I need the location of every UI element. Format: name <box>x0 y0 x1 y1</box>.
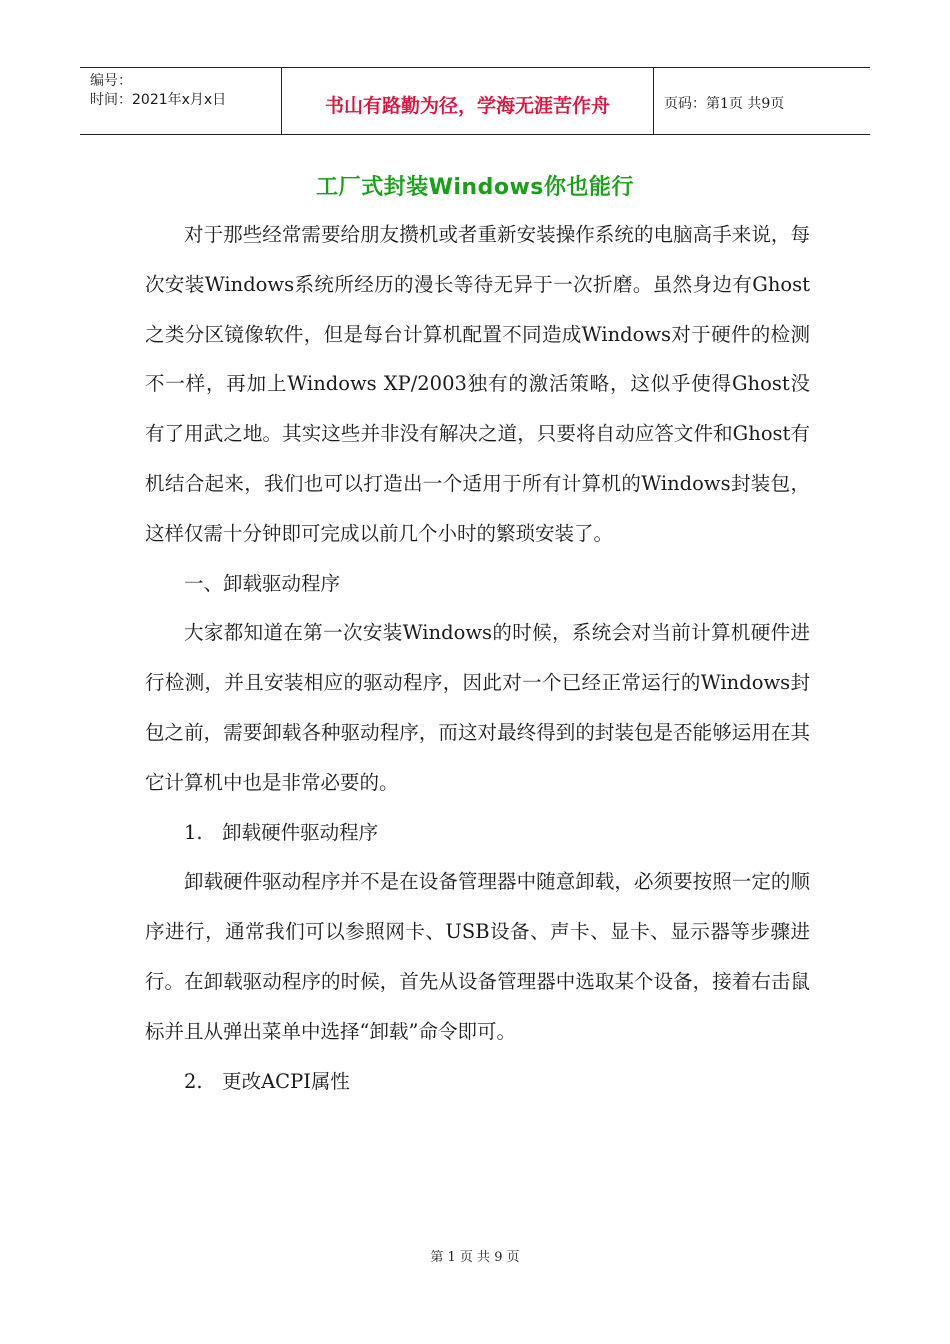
header-motto: 书山有路勤为径，学海无涯苦作舟 <box>282 68 654 134</box>
date-label: 时间：2021年x月x日 <box>90 92 227 108</box>
page-footer: 第 1 页 共 9 页 <box>430 1250 520 1265</box>
section-heading: 一、卸载驱动程序 <box>184 571 341 595</box>
document-header <box>80 67 870 135</box>
header-meta <box>80 68 282 134</box>
document-body <box>145 210 810 1106</box>
number-label: 编号： <box>90 73 132 89</box>
paragraph: 大家都知道在第一次安装Windows的时候，系统会对当前计算机硬件进行检测，并且安装相应的驱动程序，因此对一个已经正常运行的Windows封包之前，需要卸载各种驱动程序，而这对最终得到的封装包是否能够运用在其它计算机中也是非常必要的。 <box>145 621 810 794</box>
paragraph: 卸载硬件驱动程序并不是在设备管理器中随意卸载，必须要按照一定的顺序进行，通常我们可以参照网卡、USB设备、声卡、显卡、显示器等步骤进行。在卸载驱动程序的时候，首先从设备管理器中选取某个设备，接着右击鼠标并且从弹出菜单中选择“卸载”命令即可。 <box>145 870 810 1043</box>
paragraph: 对于那些经常需要给朋友攒机或者重新安装操作系统的电脑高手来说，每次安装Windows系统所经历的漫长等待无异于一次折磨。虽然身边有Ghost之类分区镜像软件，但是每台计算机配置不同造成Windows对于硬件的检测不一样，再加上Windows XP/2003独有的激活策略，这似乎使得Ghost没有了用武之地。其实这些并非没有解决之道，只要将自动应答文件和Ghost有机结合起来，我们也可以打造出一个适用于所有计算机的Windows封装包，这样仅需十分钟即可完成以前几个小时的繁琐安装了。 <box>145 223 810 545</box>
header-page-info: 页码：第1页 共9页 <box>664 96 785 112</box>
subsection-heading: 2. 更改ACPI属性 <box>184 1069 350 1093</box>
document-title: 工厂式封装Windows你也能行 <box>316 175 634 200</box>
subsection-heading: 1. 卸载硬件驱动程序 <box>184 820 379 844</box>
